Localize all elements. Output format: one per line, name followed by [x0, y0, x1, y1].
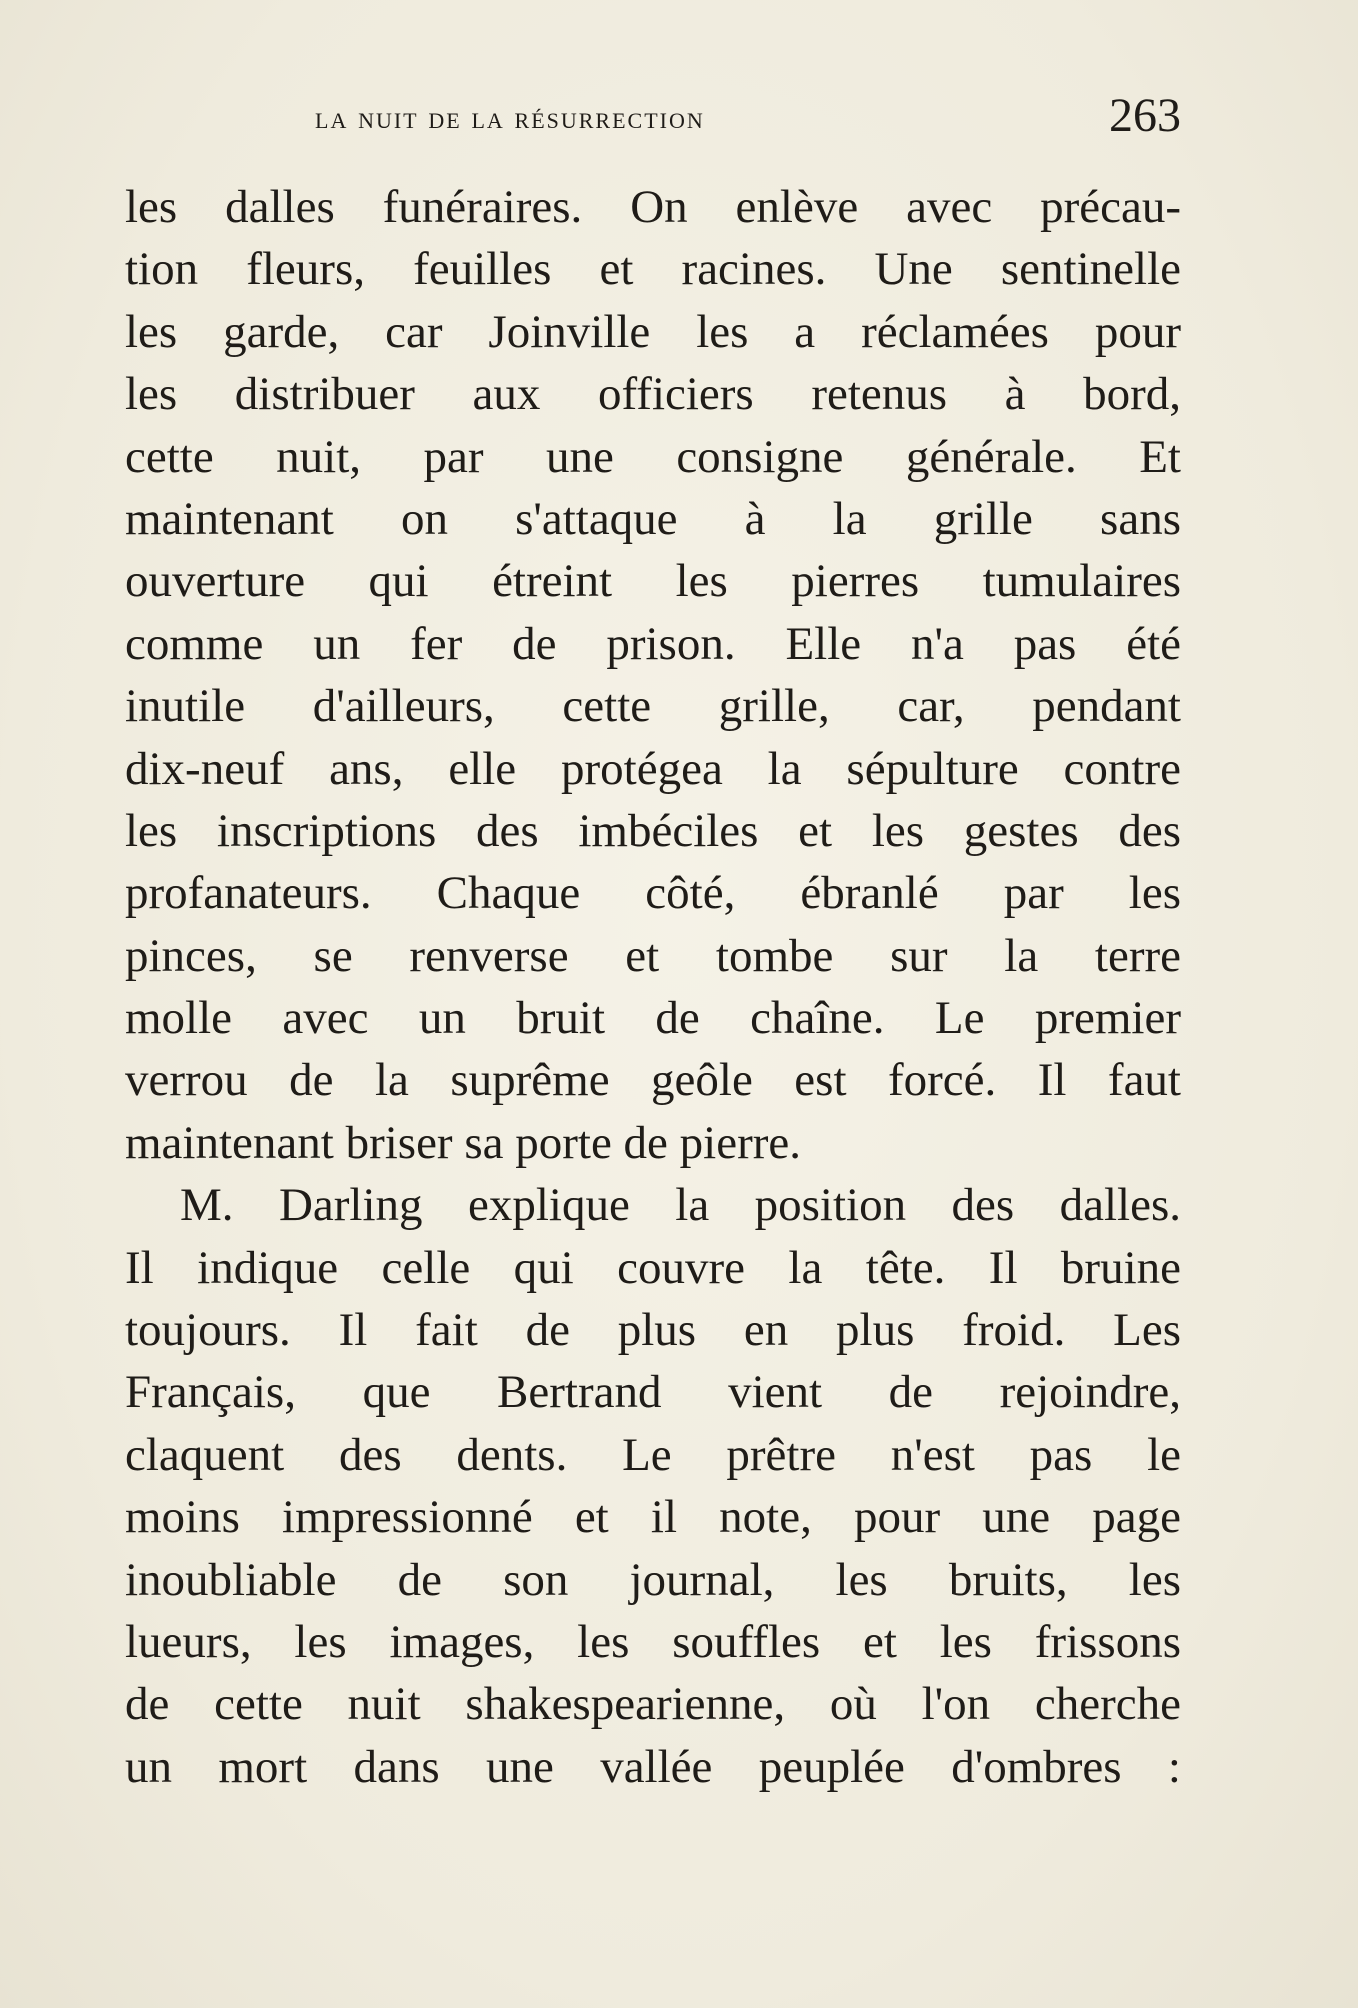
text-line: les inscriptions des imbéciles et les gestes des [125, 804, 1181, 857]
text-line: moins impressionné et il note, pour une page [125, 1491, 1181, 1544]
text-line: maintenant on s'attaque à la grille sans [125, 492, 1181, 545]
text-line: inoubliable de son journal, les bruits, les [125, 1553, 1181, 1606]
text-line: maintenant briser sa porte de pierre. [125, 1116, 801, 1169]
text-line: claquent des dents. Le prêtre n'est pas le [125, 1428, 1181, 1481]
text-line: ouverture qui étreint les pierres tumulaires [125, 555, 1181, 608]
paragraph [125, 1174, 1181, 1798]
paragraph [125, 176, 1181, 1174]
text-line: molle avec un bruit de chaîne. Le premier [125, 992, 1181, 1045]
text-line: inutile d'ailleurs, cette grille, car, pendant [125, 680, 1181, 733]
text-line: lueurs, les images, les souffles et les frissons [125, 1615, 1181, 1668]
text-line: profanateurs. Chaque côté, ébranlé par les [125, 867, 1181, 920]
text-line: comme un fer de prison. Elle n'a pas été [125, 617, 1181, 670]
text-line: un mort dans une vallée peuplée d'ombres : [125, 1740, 1181, 1793]
text-line: M. Darling explique la position des dalles. [180, 1179, 1181, 1232]
text-line: Français, que Bertrand vient de rejoindre, [125, 1366, 1181, 1419]
text-line: Il indique celle qui couvre la tête. Il bruine [125, 1241, 1181, 1294]
text-line: cette nuit, par une consigne générale. Et [125, 430, 1181, 483]
running-head: la nuit de la résurrection [315, 100, 705, 135]
text-line: de cette nuit shakespearienne, où l'on cherche [125, 1678, 1181, 1731]
text-line: les distribuer aux officiers retenus à bord, [125, 368, 1181, 421]
text-line: dix-neuf ans, elle protégea la sépulture contre [125, 742, 1181, 795]
text-line: verrou de la suprême geôle est forcé. Il faut [125, 1054, 1181, 1107]
text-line: les dalles funéraires. On enlève avec précau- [125, 181, 1181, 233]
page-number: 263 [1109, 89, 1181, 142]
text-line: tion fleurs, feuilles et racines. Une sentinelle [125, 243, 1181, 296]
text-line: toujours. Il fait de plus en plus froid. Les [125, 1304, 1181, 1357]
body-text [125, 176, 1181, 1798]
text-line: pinces, se renverse et tombe sur la terre [125, 929, 1181, 982]
page-header [125, 88, 1181, 148]
text-line: les garde, car Joinville les a réclamées pour [125, 305, 1181, 358]
